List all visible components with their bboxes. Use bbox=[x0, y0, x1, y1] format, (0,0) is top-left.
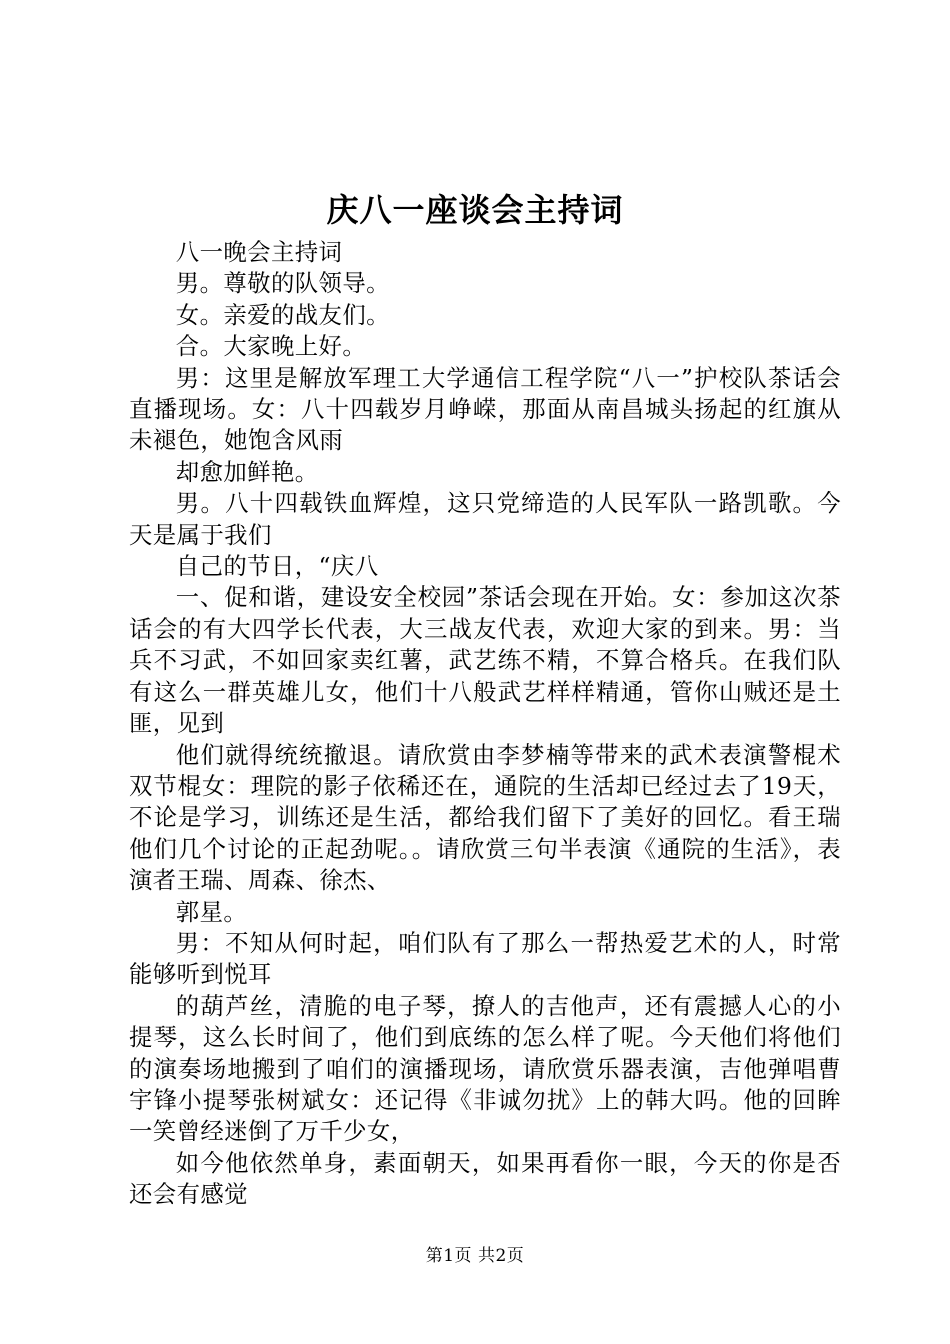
paragraph: 自己的节日，“庆八 bbox=[175, 552, 379, 581]
paragraph: 女。亲爱的战友们。 bbox=[175, 300, 390, 329]
paragraph: 一、促和谐，建设安全校园”茶话会现在开始。女：参加这次茶话会的有大四学长代表，大三战友代表，欢迎大家的到来。男：当兵不习武，不如回家卖红薯，武艺练不精，不算合格兵。在我们队有这么一群英雄儿女，他们十八般武艺样样精通，管你山贼还是土匪，见到 bbox=[129, 583, 841, 738]
paragraph: 男：不知从何时起，咱们队有了那么一帮热爱艺术的人，时常能够听到悦耳 bbox=[129, 928, 841, 989]
paragraph: 男。尊敬的队领导。 bbox=[175, 269, 390, 298]
paragraph: 的葫芦丝，清脆的电子琴，撩人的吉他声，还有震撼人心的小提琴，这么长时间了，他们到底练的怎么样了呢。今天他们将他们的演奏场地搬到了咱们的演播现场，请欣赏乐器表演，吉他弹唱曹宇锋小提琴张树斌女：还记得《非诚勿扰》上的韩大吗。他的回眸一笑曾经迷倒了万千少女， bbox=[129, 991, 841, 1146]
paragraph: 如今他依然单身，素面朝天，如果再看你一眼，今天的你是否还会有感觉 bbox=[129, 1148, 841, 1209]
document-body bbox=[129, 237, 841, 1211]
paragraph: 郭星。 bbox=[175, 897, 248, 926]
paragraph: 男：这里是解放军理工大学通信工程学院“八一”护校队茶话会直播现场。女：八十四载岁月峥嵘，那面从南昌城头扬起的红旗从未褪色，她饱含风雨 bbox=[129, 363, 841, 455]
paragraph: 男。八十四载铁血辉煌，这只党缔造的人民军队一路凯歌。今天是属于我们 bbox=[129, 489, 841, 549]
paragraph: 他们就得统统撤退。请欣赏由李梦楠等带来的武术表演警棍术双节棍女：理院的影子依稀还在，通院的生活却已经过去了19天，不论是学习，训练还是生活，都给我们留下了美好的回忆。看王瑞他们几个讨论的正起劲呢。。请欣赏三句半表演《通院的生活》，表演者王瑞、周森、徐杰、 bbox=[129, 740, 841, 895]
document-title: 庆八一座谈会主持词 bbox=[326, 191, 624, 229]
paragraph: 八一晚会主持词 bbox=[175, 238, 343, 266]
paragraph: 却愈加鲜艳。 bbox=[175, 457, 319, 486]
page-number: 第1页 共2页 bbox=[425, 1246, 525, 1266]
paragraph: 合。大家晚上好。 bbox=[175, 332, 367, 361]
